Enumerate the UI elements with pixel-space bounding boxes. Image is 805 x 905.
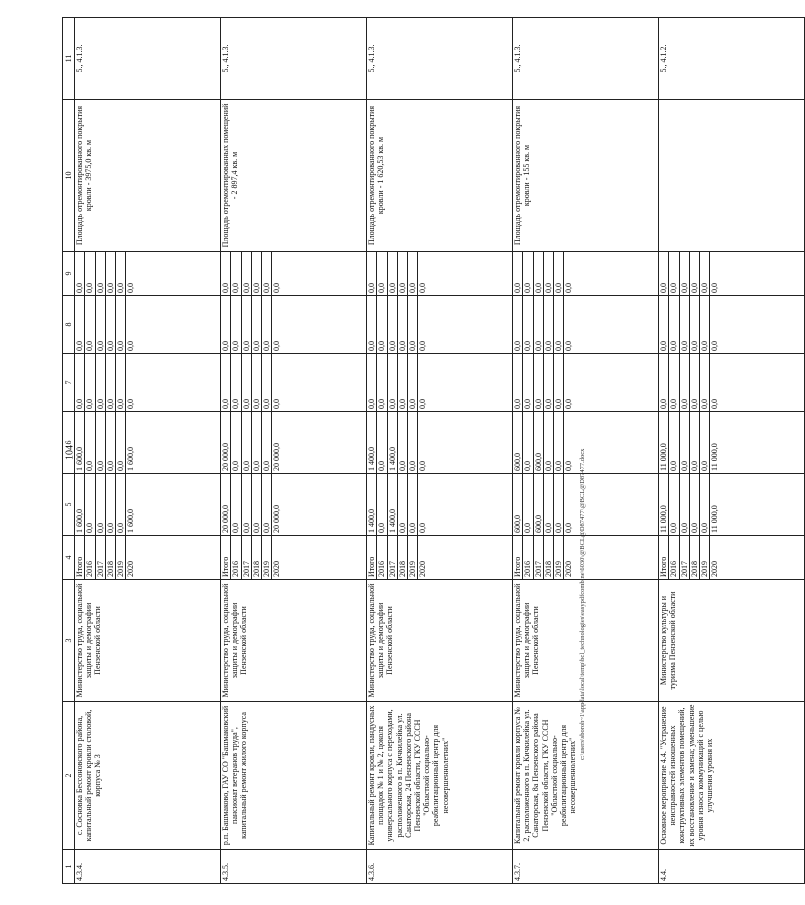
value-line: 0,0 bbox=[367, 252, 377, 295]
values-stack bbox=[659, 412, 720, 473]
value-line: 600,0 bbox=[513, 412, 523, 473]
value-line: 0,0 bbox=[252, 252, 262, 295]
value-line: 0,0 bbox=[680, 296, 690, 353]
value-line: 0,0 bbox=[126, 341, 136, 351]
executor-cell: Министерство культуры и туризма Пензенской области bbox=[659, 580, 805, 702]
value-line: 0,0 bbox=[669, 354, 679, 411]
value-line: 0,0 bbox=[690, 252, 700, 295]
value-line: 0,0 bbox=[659, 296, 669, 353]
value-line: 0,0 bbox=[700, 354, 710, 411]
reference-cell: 5., 4.1.3. bbox=[513, 18, 659, 100]
value-line: 0,0 bbox=[398, 354, 408, 411]
header-cell: 9 bbox=[63, 252, 75, 296]
value-line: 0,0 bbox=[252, 474, 262, 535]
value-line: 0,0 bbox=[96, 474, 106, 535]
values-stack-cell bbox=[221, 412, 367, 474]
values-stack-cell bbox=[75, 296, 221, 354]
value-line: 0,0 bbox=[564, 283, 574, 293]
values-stack-cell bbox=[221, 296, 367, 354]
header-cell: 3 bbox=[63, 580, 75, 702]
table-row bbox=[221, 18, 367, 884]
values-stack bbox=[367, 252, 428, 295]
value-line: 0,0 bbox=[377, 296, 387, 353]
value-line: 0,0 bbox=[680, 252, 690, 295]
value-line: 0,0 bbox=[564, 341, 574, 351]
values-stack-cell bbox=[75, 412, 221, 474]
values-stack bbox=[659, 354, 720, 411]
value-line: 0,0 bbox=[513, 252, 523, 295]
value-line: 2019 bbox=[116, 536, 126, 579]
value-line: 0,0 bbox=[513, 354, 523, 411]
values-stack bbox=[221, 536, 282, 579]
value-line: 0,0 bbox=[272, 283, 282, 293]
value-line: 0,0 bbox=[221, 296, 231, 353]
value-line: 2018 bbox=[690, 536, 700, 579]
value-line: 0,0 bbox=[242, 252, 252, 295]
header-cell: 7 bbox=[63, 354, 75, 412]
header-cell: 4 bbox=[63, 536, 75, 580]
value-line: 2017 bbox=[96, 536, 106, 579]
value-line: 0,0 bbox=[126, 283, 136, 293]
values-stack bbox=[75, 354, 136, 411]
value-line: 2017 bbox=[242, 536, 252, 579]
value-line: 0,0 bbox=[700, 252, 710, 295]
value-line: 0,0 bbox=[523, 354, 533, 411]
value-line: 0,0 bbox=[231, 354, 241, 411]
value-line: 0,0 bbox=[700, 412, 710, 473]
value-line: 0,0 bbox=[231, 474, 241, 535]
value-line: 0,0 bbox=[377, 412, 387, 473]
measure-name-cell: р.п. Башмаково, ГАУ СО "Башмаковский пансионат ветеранов труда", капитальный ремонт жилого корпуса bbox=[221, 702, 367, 850]
value-line: 2016 bbox=[85, 536, 95, 579]
result-cell: Площадь отремонтированного покрытия кровли - 1 620,53 кв. м bbox=[367, 100, 513, 252]
value-line: 0,0 bbox=[377, 354, 387, 411]
values-stack bbox=[75, 252, 136, 295]
executor-cell: Министерство труда, социальной защиты и демографии Пензенской области bbox=[75, 580, 221, 702]
value-line: 0,0 bbox=[523, 296, 533, 353]
value-line: 0,0 bbox=[221, 354, 231, 411]
value-line: 0,0 bbox=[106, 412, 116, 473]
value-line: 0,0 bbox=[408, 474, 418, 535]
value-line: 1 600,0 bbox=[126, 509, 136, 533]
values-stack-cell bbox=[367, 412, 513, 474]
value-line: 0,0 bbox=[523, 412, 533, 473]
value-line: 0,0 bbox=[252, 412, 262, 473]
value-line: 0,0 bbox=[85, 296, 95, 353]
values-stack bbox=[659, 252, 720, 295]
value-line: 0,0 bbox=[262, 252, 272, 295]
values-stack bbox=[513, 474, 574, 535]
values-stack-cell bbox=[659, 536, 805, 580]
value-line: 0,0 bbox=[710, 399, 720, 409]
value-line: 2018 bbox=[106, 536, 116, 579]
value-line: 2020 bbox=[564, 561, 574, 577]
measure-name-cell: с. Сосновка Бессоновского района, капитальный ремонт кровли столовой, корпуса № 3 bbox=[75, 702, 221, 850]
value-line: 0,0 bbox=[534, 354, 544, 411]
values-stack bbox=[367, 474, 428, 535]
values-stack-cell bbox=[221, 252, 367, 296]
value-line: Итого bbox=[659, 536, 669, 579]
value-line: 0,0 bbox=[116, 296, 126, 353]
values-stack bbox=[75, 536, 136, 579]
value-line: 2019 bbox=[408, 536, 418, 579]
reference-cell: 5., 4.1.2. bbox=[659, 18, 805, 100]
header-cell: 10 bbox=[63, 100, 75, 252]
value-line: 2016 bbox=[231, 536, 241, 579]
value-line: 11 000,0 bbox=[710, 443, 720, 471]
table-row bbox=[367, 18, 513, 884]
value-line: 0,0 bbox=[408, 296, 418, 353]
value-line: 0,0 bbox=[75, 252, 85, 295]
values-stack-cell bbox=[367, 354, 513, 412]
value-line: Итого bbox=[75, 536, 85, 579]
value-line: 0,0 bbox=[231, 412, 241, 473]
value-line: 0,0 bbox=[252, 296, 262, 353]
reference-cell: 5., 4.1.3. bbox=[367, 18, 513, 100]
value-line: 20 000,0 bbox=[221, 412, 231, 473]
value-line: 0,0 bbox=[544, 474, 554, 535]
value-line: 0,0 bbox=[523, 252, 533, 295]
value-line: 2017 bbox=[534, 536, 544, 579]
values-stack-cell bbox=[367, 252, 513, 296]
value-line: 2020 bbox=[272, 561, 282, 577]
row-number-cell: 4.3.7. bbox=[513, 850, 659, 884]
value-line: 0,0 bbox=[242, 412, 252, 473]
value-line: 0,0 bbox=[242, 354, 252, 411]
value-line: 0,0 bbox=[544, 412, 554, 473]
value-line: 0,0 bbox=[680, 412, 690, 473]
values-stack-cell bbox=[513, 252, 659, 296]
values-stack bbox=[513, 296, 574, 353]
value-line: 0,0 bbox=[690, 412, 700, 473]
value-line: 0,0 bbox=[242, 474, 252, 535]
values-stack bbox=[659, 536, 720, 579]
value-line: 0,0 bbox=[262, 296, 272, 353]
value-line: 0,0 bbox=[96, 296, 106, 353]
value-line: 0,0 bbox=[534, 296, 544, 353]
value-line: 0,0 bbox=[106, 296, 116, 353]
value-line: 2019 bbox=[262, 536, 272, 579]
values-stack bbox=[513, 536, 574, 579]
value-line: 0,0 bbox=[564, 399, 574, 409]
table-row bbox=[659, 18, 805, 884]
value-line: 0,0 bbox=[669, 296, 679, 353]
value-line: 0,0 bbox=[564, 523, 574, 533]
value-line: 0,0 bbox=[669, 252, 679, 295]
values-stack-cell bbox=[659, 296, 805, 354]
value-line: 2020 bbox=[710, 561, 720, 577]
value-line: 0,0 bbox=[96, 354, 106, 411]
table-row bbox=[75, 18, 221, 884]
values-stack-cell bbox=[367, 536, 513, 580]
value-line: 0,0 bbox=[690, 296, 700, 353]
value-line: 0,0 bbox=[96, 412, 106, 473]
value-line: 0,0 bbox=[659, 354, 669, 411]
value-line: 20 000,0 bbox=[272, 443, 282, 471]
value-line: 0,0 bbox=[398, 474, 408, 535]
value-line: 0,0 bbox=[408, 412, 418, 473]
value-line: 0,0 bbox=[106, 252, 116, 295]
value-line: 0,0 bbox=[85, 354, 95, 411]
header-cell: 8 bbox=[63, 296, 75, 354]
value-line: 0,0 bbox=[367, 354, 377, 411]
value-line: 0,0 bbox=[418, 461, 428, 471]
value-line: 1 400,0 bbox=[388, 412, 398, 473]
values-stack bbox=[75, 296, 136, 353]
values-stack-cell bbox=[367, 296, 513, 354]
values-stack-cell bbox=[659, 354, 805, 412]
values-stack-cell bbox=[659, 252, 805, 296]
value-line: 2019 bbox=[554, 536, 564, 579]
values-stack-cell bbox=[659, 412, 805, 474]
value-line: 0,0 bbox=[85, 474, 95, 535]
value-line: 0,0 bbox=[418, 341, 428, 351]
value-line: 0,0 bbox=[534, 252, 544, 295]
value-line: 600,0 bbox=[513, 474, 523, 535]
result-cell: Площадь отремонтированного покрытия кровли - 155 кв. м bbox=[513, 100, 659, 252]
values-stack bbox=[513, 354, 574, 411]
value-line: 0,0 bbox=[408, 354, 418, 411]
value-line: 0,0 bbox=[669, 412, 679, 473]
values-stack-cell bbox=[513, 354, 659, 412]
values-stack bbox=[513, 412, 574, 473]
values-stack bbox=[221, 474, 282, 535]
value-line: 2020 bbox=[418, 561, 428, 577]
value-line: 0,0 bbox=[680, 354, 690, 411]
header-cell: 6 bbox=[63, 412, 75, 474]
value-line: 0,0 bbox=[262, 354, 272, 411]
value-line: 0,0 bbox=[418, 399, 428, 409]
result-cell: Площадь отремонтированного покрытия кровли - 3975,0 кв. м bbox=[75, 100, 221, 252]
measure-name-cell: Капитальный ремонт кровли, пандусных площадок № 1 и № 2, цоколя универсального корпуса с переходами, расположенного в п. Кичкилейка ул. Санаторская, 24 Пензенского района Пензенской области, ГКУ СССН "Областной социально-реабилитационный центр для несовершеннолетних" bbox=[367, 702, 513, 850]
value-line: 0,0 bbox=[116, 412, 126, 473]
value-line: 0,0 bbox=[221, 252, 231, 295]
value-line: 0,0 bbox=[513, 296, 523, 353]
values-stack bbox=[367, 354, 428, 411]
value-line: 0,0 bbox=[564, 461, 574, 471]
reference-cell: 5., 4.1.3. bbox=[75, 18, 221, 100]
value-line: 0,0 bbox=[544, 296, 554, 353]
row-number-cell: 4.3.6. bbox=[367, 850, 513, 884]
table-body bbox=[75, 18, 805, 884]
value-line: 0,0 bbox=[418, 283, 428, 293]
executor-cell: Министерство труда, социальной защиты и демографии Пензенской области bbox=[367, 580, 513, 702]
value-line: 600,0 bbox=[534, 474, 544, 535]
values-stack bbox=[367, 536, 428, 579]
value-line: 0,0 bbox=[710, 283, 720, 293]
value-line: 11 000,0 bbox=[659, 474, 669, 535]
value-line: 0,0 bbox=[262, 412, 272, 473]
row-number-cell: 4.4. bbox=[659, 850, 805, 884]
value-line: 0,0 bbox=[554, 296, 564, 353]
value-line: 11 000,0 bbox=[710, 505, 720, 533]
result-cell: Площадь отремонтированных помещений - 2 897,4 кв. м bbox=[221, 100, 367, 252]
values-stack bbox=[221, 354, 282, 411]
value-line: 2018 bbox=[252, 536, 262, 579]
value-line: 0,0 bbox=[669, 474, 679, 535]
header-cell: 5 bbox=[63, 474, 75, 536]
row-number-cell: 4.3.4. bbox=[75, 850, 221, 884]
values-stack bbox=[659, 474, 720, 535]
value-line: 2018 bbox=[544, 536, 554, 579]
value-line: 0,0 bbox=[388, 252, 398, 295]
value-line: Итого bbox=[367, 536, 377, 579]
value-line: 0,0 bbox=[367, 296, 377, 353]
value-line: 1 400,0 bbox=[388, 474, 398, 535]
executor-cell: Министерство труда, социальной защиты и демографии Пензенской области bbox=[513, 580, 659, 702]
values-stack-cell bbox=[367, 474, 513, 536]
value-line: 0,0 bbox=[262, 474, 272, 535]
value-line: 0,0 bbox=[377, 252, 387, 295]
values-stack bbox=[75, 412, 136, 473]
value-line: 0,0 bbox=[116, 252, 126, 295]
measure-name-cell: Капитальный ремонт кровли корпуса № 2, расположенного в п. Кичкилейка ул. Санаторская, 8а Пензенского района Пензенской области, ГКУ СССН "Областной социально-реабилитационный центр для несовершеннолетних" bbox=[513, 702, 659, 850]
value-line: 0,0 bbox=[680, 474, 690, 535]
value-line: 0,0 bbox=[116, 474, 126, 535]
value-line: 0,0 bbox=[272, 399, 282, 409]
value-line: 0,0 bbox=[85, 412, 95, 473]
values-stack-cell bbox=[221, 474, 367, 536]
value-line: 0,0 bbox=[231, 252, 241, 295]
footer-file-path: c:\users\sboroh~1\appdata\local\temp\bcl_technologies\easypdfcombine\6030\@BCL@D87477\@BCL@D87477.docx bbox=[579, 448, 586, 760]
value-line: 1 600,0 bbox=[126, 447, 136, 471]
values-stack-cell bbox=[221, 354, 367, 412]
result-cell bbox=[659, 100, 805, 252]
value-line: 0,0 bbox=[554, 354, 564, 411]
value-line: 0,0 bbox=[252, 354, 262, 411]
value-line: 0,0 bbox=[126, 399, 136, 409]
measure-name-cell: Основное мероприятие 4.4. "Устранение неисправностей изношенных конструктивных элементов помещений, их восстановление и замена; уменьшение уровня износа коммуникаций с целью улучшения уровня их bbox=[659, 702, 805, 850]
value-line: 0,0 bbox=[700, 296, 710, 353]
values-stack-cell bbox=[75, 474, 221, 536]
value-line: 1 600,0 bbox=[75, 412, 85, 473]
values-stack bbox=[75, 474, 136, 535]
value-line: 20 000,0 bbox=[272, 505, 282, 533]
values-stack bbox=[221, 252, 282, 295]
value-line: 0,0 bbox=[116, 354, 126, 411]
value-line: Итого bbox=[513, 536, 523, 579]
values-stack bbox=[659, 296, 720, 353]
values-stack-cell bbox=[75, 252, 221, 296]
value-line: 0,0 bbox=[75, 296, 85, 353]
values-stack bbox=[221, 296, 282, 353]
value-line: 0,0 bbox=[388, 296, 398, 353]
values-stack-cell bbox=[513, 296, 659, 354]
values-stack-cell bbox=[75, 354, 221, 412]
value-line: 0,0 bbox=[544, 252, 554, 295]
value-line: 2016 bbox=[669, 536, 679, 579]
value-line: 0,0 bbox=[523, 474, 533, 535]
values-stack bbox=[513, 252, 574, 295]
page-number: 104 bbox=[64, 445, 76, 460]
value-line: 2018 bbox=[398, 536, 408, 579]
reference-cell: 5., 4.1.3. bbox=[221, 18, 367, 100]
value-line: 1 600,0 bbox=[75, 474, 85, 535]
value-line: 11 000,0 bbox=[659, 412, 669, 473]
value-line: 0,0 bbox=[544, 354, 554, 411]
header-cell: 11 bbox=[63, 18, 75, 100]
value-line: 0,0 bbox=[75, 354, 85, 411]
value-line: 2016 bbox=[377, 536, 387, 579]
value-line: 0,0 bbox=[690, 354, 700, 411]
value-line: 0,0 bbox=[554, 252, 564, 295]
value-line: 2017 bbox=[680, 536, 690, 579]
value-line: 1 400,0 bbox=[367, 474, 377, 535]
value-line: 0,0 bbox=[388, 354, 398, 411]
value-line: 0,0 bbox=[272, 341, 282, 351]
value-line: 600,0 bbox=[534, 412, 544, 473]
value-line: 2019 bbox=[700, 536, 710, 579]
values-stack bbox=[367, 412, 428, 473]
executor-cell: Министерство труда, социальной защиты и демографии Пензенской области bbox=[221, 580, 367, 702]
value-line: 0,0 bbox=[554, 474, 564, 535]
values-stack bbox=[367, 296, 428, 353]
value-line: 0,0 bbox=[690, 474, 700, 535]
value-line: 0,0 bbox=[377, 474, 387, 535]
values-stack-cell bbox=[75, 536, 221, 580]
value-line: 1 400,0 bbox=[367, 412, 377, 473]
value-line: 0,0 bbox=[398, 296, 408, 353]
value-line: 0,0 bbox=[398, 412, 408, 473]
values-stack-cell bbox=[221, 536, 367, 580]
header-cell: 2 bbox=[63, 702, 75, 850]
value-line: 0,0 bbox=[418, 523, 428, 533]
value-line: 0,0 bbox=[106, 474, 116, 535]
value-line: 0,0 bbox=[231, 296, 241, 353]
value-line: 0,0 bbox=[408, 252, 418, 295]
program-measures-table bbox=[62, 17, 805, 884]
value-line: 0,0 bbox=[554, 412, 564, 473]
value-line: 2020 bbox=[126, 561, 136, 577]
value-line: 0,0 bbox=[96, 252, 106, 295]
value-line: 0,0 bbox=[398, 252, 408, 295]
value-line: Итого bbox=[221, 536, 231, 579]
value-line: 20 000,0 bbox=[221, 474, 231, 535]
value-line: 2017 bbox=[388, 536, 398, 579]
value-line: 0,0 bbox=[85, 252, 95, 295]
value-line: 0,0 bbox=[710, 341, 720, 351]
values-stack bbox=[221, 412, 282, 473]
row-number-cell: 4.3.5. bbox=[221, 850, 367, 884]
header-row bbox=[63, 18, 75, 884]
value-line: 0,0 bbox=[106, 354, 116, 411]
value-line: 0,0 bbox=[700, 474, 710, 535]
header-cell: 1 bbox=[63, 850, 75, 884]
value-line: 2016 bbox=[523, 536, 533, 579]
value-line: 0,0 bbox=[659, 252, 669, 295]
values-stack-cell bbox=[659, 474, 805, 536]
value-line: 0,0 bbox=[242, 296, 252, 353]
